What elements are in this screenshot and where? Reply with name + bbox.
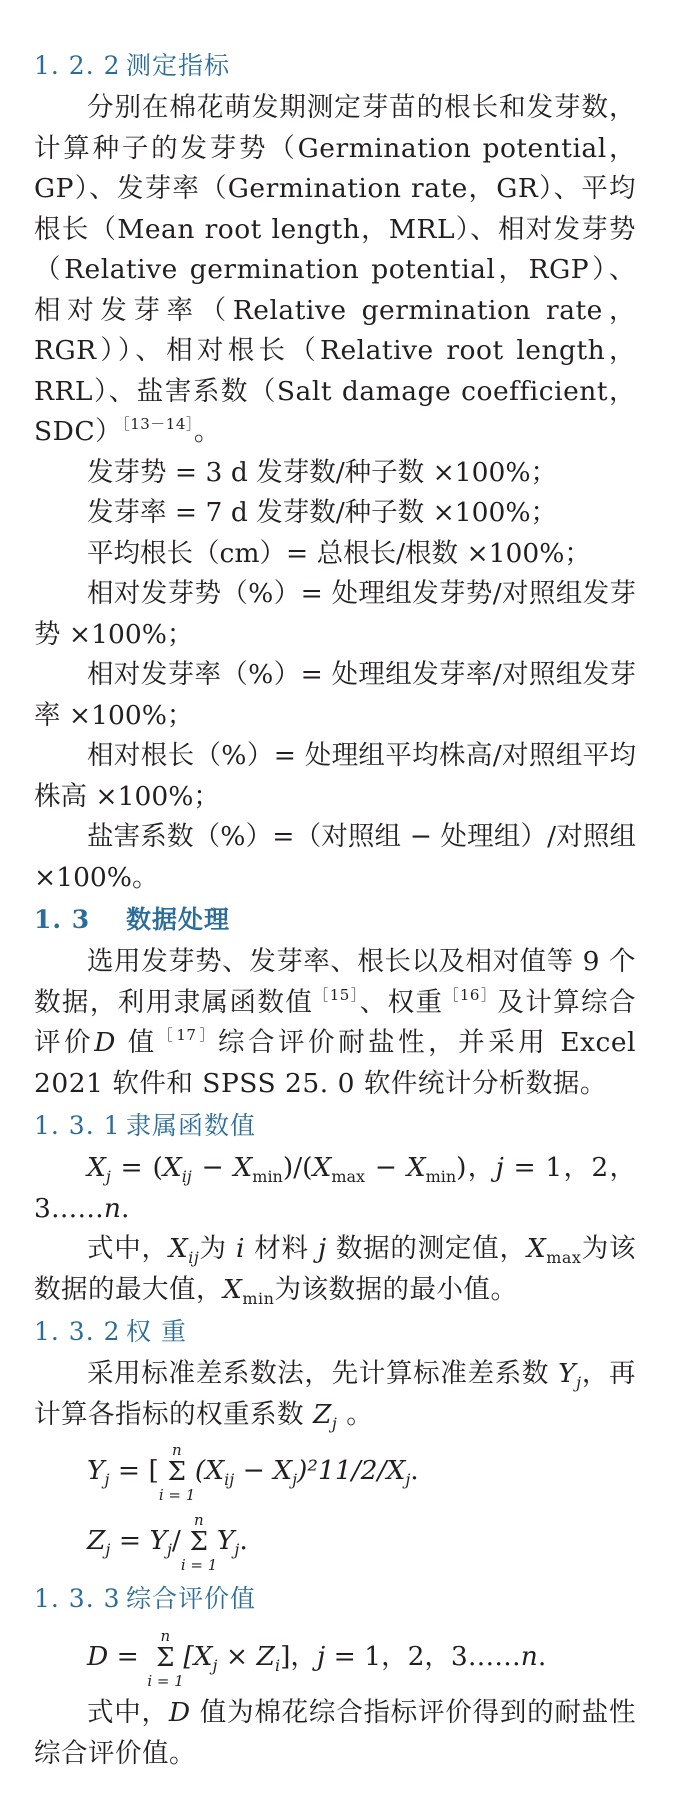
formula-mrl: 平均根长（cm）= 总根长/根数 ×100%； <box>87 537 591 569</box>
equation-d-value: D = n Σ i = 1 $[X_j \times Z_i]$，j = 1，2，3……n. <box>87 1627 547 1690</box>
formula-rgp: 相对发芽势（%）= 处理组发芽势/对照组发芽势 ×100%； <box>34 578 636 650</box>
paragraph-d-explanation: 式中，D 值为棉花综合指标评价得到的耐盐性综合评价值。 <box>34 1697 636 1769</box>
section-title: 数据处理 <box>126 905 231 934</box>
section-number: 1. 3. 1 <box>34 1111 121 1140</box>
paragraph-data-processing: 选用发芽势、发芽率、根长以及相对值等 9 个数据，利用隶属函数值$^{[15]}$、权重$^{[16]}$及计算综合评价D 值$^{[17]}$综合评价耐盐性，并采用 Excel 2021 软件和 SPSS 25. 0 软件统计分析数据。 <box>34 946 637 1099</box>
section-heading-1-2-2 <box>34 44 636 88</box>
formula-sdc: 盐害系数（%）=（对照组 − 处理组）/对照组 ×100%。 <box>34 821 636 893</box>
equation-membership: $X_j = (X_{ij} - X_{min})/(X_{max} - X_{min})$，j = 1，2，3……n. <box>34 1152 636 1224</box>
section-heading-1-3-1 <box>34 1104 636 1148</box>
section-title: 综合评价值 <box>126 1584 257 1613</box>
summation-symbol: n Σ i = 1 <box>147 1627 184 1690</box>
section-number: 1. 2. 2 <box>34 51 121 80</box>
formula-gp: 发芽势 = 3 d 发芽数/种子数 ×100%； <box>87 456 558 488</box>
paragraph-membership-explanation: 式中，$X_{ij}$为 i 材料 j 数据的测定值，$X_{max}$为该数据的最大值，$X_{min}$为该数据的最小值。 <box>34 1233 636 1308</box>
formula-gr: 发芽率 = 7 d 发芽数/种子数 ×100%； <box>87 497 558 528</box>
section-title: 测定指标 <box>126 51 231 80</box>
formula-rrl: 相对根长（%）= 处理组平均株高/对照组平均株高 ×100%； <box>34 740 636 812</box>
citation: ［15］ <box>313 985 360 1004</box>
citation: ［16］ <box>443 985 498 1004</box>
section-number: 1. 3. 2 <box>34 1317 121 1346</box>
section-title: 隶属函数值 <box>126 1111 257 1140</box>
citation: ［17］ <box>157 1026 218 1044</box>
formula-rgr: 相对发芽率（%）= 处理组发芽率/对照组发芽率 ×100%； <box>34 659 636 731</box>
equation-zj: $Z_j = Y_j/$ n Σ i = 1 $Y_j$. <box>87 1511 248 1574</box>
section-heading-1-3-2 <box>34 1310 636 1354</box>
section-heading-1-3 <box>34 898 636 942</box>
section-heading-1-3-3 <box>34 1577 636 1621</box>
paragraph-indicators: 分别在棉花萌发期测定芽苗的根长和发芽数，计算种子的发芽势（Germination potential，GP）、发芽率（Germination rate，GR）、平均根长（Mean root length，MRL）、相对发芽势（Relative germination potential，RGP）、相对发芽率（Relative germination rate，RGR））、相对根长（Relative root length，RRL）、盐害系数（Salt damage coefficient，SDC）$^{[13-14]}$。 <box>34 92 636 447</box>
equation-yj: $Y_j$ = [ n Σ i = 1 $(X_{ij} - X_j)^211/2/X_j$. <box>87 1441 419 1504</box>
section-number: 1. 3. 3 <box>34 1584 121 1613</box>
section-title: 权 重 <box>126 1317 187 1346</box>
summation-symbol: n Σ i = 1 <box>158 1441 196 1504</box>
paragraph-weight: 采用标准差系数法，先计算标准差系数 $Y_j$，再计算各指标的权重系数 $Z_j$ 。 <box>34 1358 636 1433</box>
summation-symbol: n Σ i = 1 <box>180 1511 218 1574</box>
section-number: 1. 3 <box>34 905 91 934</box>
citation: ［13－14］ <box>122 415 194 433</box>
